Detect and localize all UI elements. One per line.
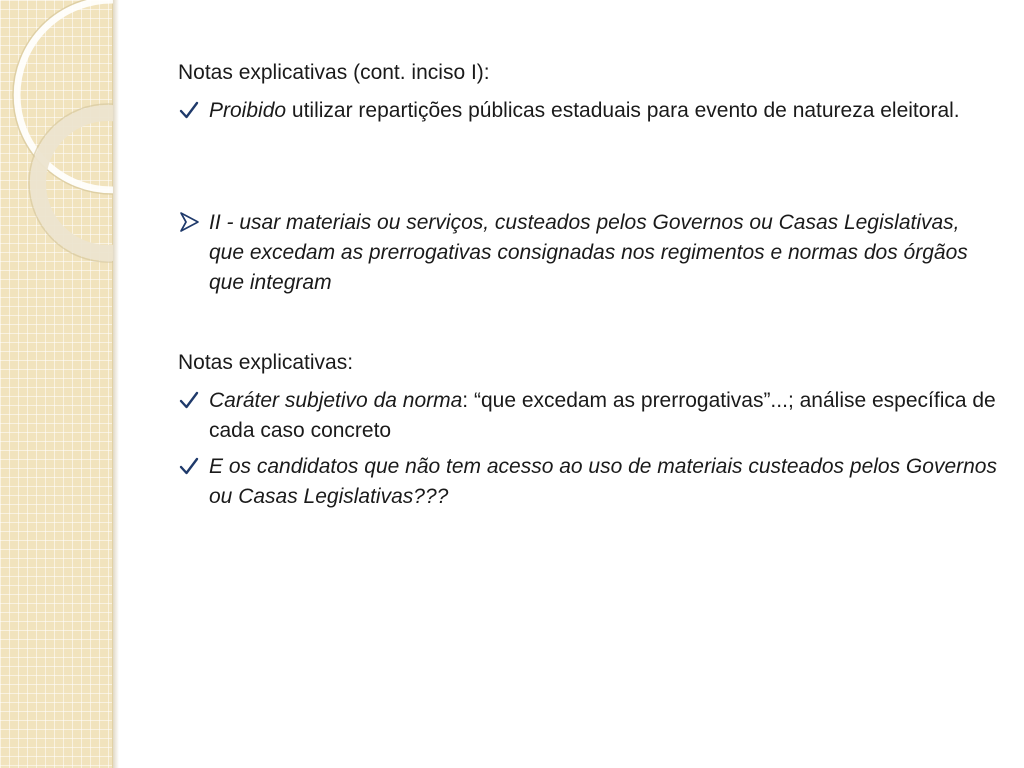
item-emphasis: Proibido [209, 99, 287, 122]
item-text: II - usar materiais ou serviços, custeados pelos Governos ou Casas Legislativas, que excedam as prerrogativas consignadas nos regimentos e normas dos órgãos que integram [209, 211, 968, 294]
checkmark-icon [178, 454, 200, 478]
strip-shadow [113, 0, 119, 768]
notes-heading: Notas explicativas: [178, 351, 354, 374]
slide-content [178, 58, 998, 518]
checkmark-icon [178, 98, 200, 122]
item-text: utilizar repartições públicas estaduais para evento de natureza eleitoral. [286, 99, 960, 122]
notes-heading: Notas explicativas (cont. inciso I): [178, 61, 490, 84]
item-text: : “que excedam as prerrogativas”...; análise específica de cada caso concreto [209, 389, 996, 442]
checkmark-icon [178, 388, 200, 412]
decorative-circles-icon [0, 0, 113, 768]
arrow-bullet-icon [178, 210, 200, 234]
list-item [178, 96, 998, 126]
item-text: E os candidatos que não tem acesso ao uso de materiais custeados pelos Governos ou Casas Legislativas??? [209, 455, 997, 508]
list-item [178, 208, 998, 298]
decorative-side-strip [0, 0, 113, 768]
list-item [178, 452, 998, 512]
item-emphasis: Caráter subjetivo da norma [209, 389, 463, 412]
list-item [178, 386, 998, 446]
